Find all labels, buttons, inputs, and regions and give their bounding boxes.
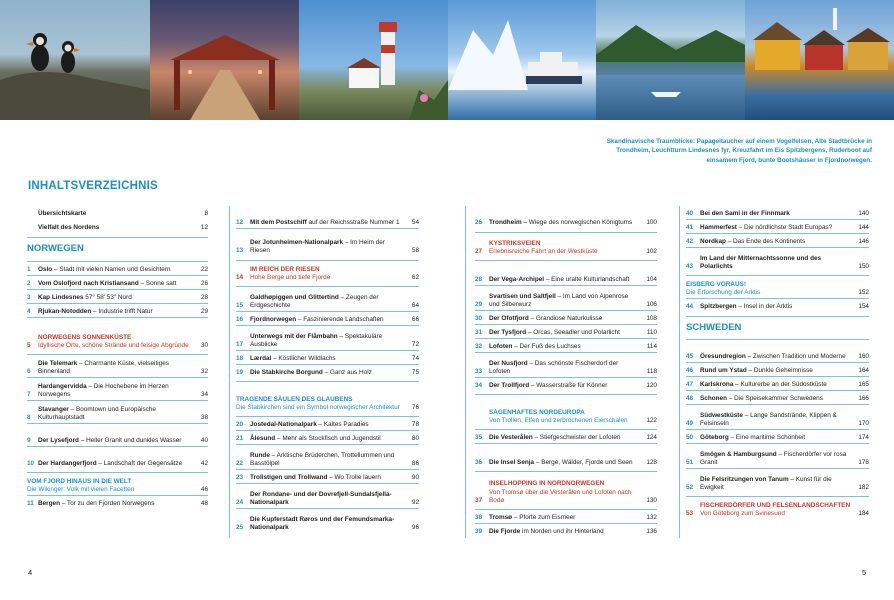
photo-caption: Skandinavische Traumblicke: Papageitaucher auf einem Vogelfelsen, Alte Stadtbrücke in Trondheim, Leuchtturm Lindesnes fyr, Kreuzfahrt im Eis Spitzbergens, Ruderboot auf einsamem Fjord, bunte Bootshäuser in Fjordnorwegen.: [606, 138, 872, 164]
toc-entry[interactable]: 1 Oslo – Stadt mit vielen Namen und Gesichtern 22: [27, 266, 208, 274]
page-number: 170: [858, 420, 869, 428]
page-number: 110: [646, 329, 657, 337]
toc-entry[interactable]: 44 Spitzbergen – Insel in der Arktis 154: [686, 303, 869, 311]
toc-feature-entry[interactable]: 53 FISCHERDÖRFER UND FELSENLANDSCHAFTEN Von Göteborg zum Svinesund 184: [686, 501, 869, 518]
toc-entry[interactable]: 49 Südwestküste – Lange Sandstrände, Klippen & Felsinseln 170: [686, 411, 869, 428]
page-number: 165: [858, 381, 869, 389]
page-number: 184: [858, 510, 869, 518]
page-number: 174: [858, 434, 869, 442]
page-number: 132: [646, 514, 657, 522]
toc-entry[interactable]: 31 Der Tysfjord – Orcas, Seeadler und Polarlicht 110: [475, 329, 657, 337]
toc-column-4: [686, 206, 869, 519]
toc-entry[interactable]: 4 Rjukan-Notodden – Industrie trifft Natur 29: [27, 308, 208, 316]
page-number: 124: [646, 434, 657, 442]
toc-feature-entry[interactable]: 5 NORWEGENS SONNENKÜSTE Idyllische Orte, schöne Strände und felsige Abgründe 30: [27, 333, 208, 350]
page-number: 160: [858, 353, 869, 361]
page-number: 54: [411, 219, 419, 227]
page-number: 42: [200, 460, 208, 468]
page-number: 120: [646, 382, 657, 390]
toc-entry[interactable]: 22 Runde – Arktische Brüderchen, Trottellummen und Basstölpel 86: [236, 451, 419, 468]
toc-entry[interactable]: 20 Jostedal-Nationalpark – Kaltes Paradies 78: [236, 421, 419, 429]
section-heading-schweden: SCHWEDEN: [686, 322, 742, 333]
column-rule: [229, 206, 230, 538]
toc-column-1: [27, 206, 208, 509]
toc-entry[interactable]: 39 Die Fjorde im Norden und ihr Hinterland 136: [475, 528, 657, 536]
toc-entry[interactable]: 3 Kap Lindesnes 57° 58′ 53″ Nord 28: [27, 294, 208, 302]
page-number: 106: [646, 301, 657, 309]
toc-entry[interactable]: 17 Unterwegs mit der Flåmbahn – Spektakuläre Ausblicke 72: [236, 332, 419, 349]
toc-entry[interactable]: 42 Nordkap – Das Ende des Kontinents 146: [686, 238, 869, 246]
page-number: 12: [200, 224, 208, 232]
page-number: 100: [646, 219, 657, 227]
toc-entry[interactable]: 21 Ålesund – Mehr als Stockfisch und Jugendstil 80: [236, 435, 419, 443]
toc-entry[interactable]: 38 Tromsø – Pforte zum Eismeer 132: [475, 514, 657, 522]
page-number: 46: [200, 486, 208, 494]
toc-entry[interactable]: 9 Der Lysefjord – Heller Granit und dunkles Wasser 40: [27, 437, 208, 445]
toc-entry[interactable]: 10 Der Hardangerfjord – Landschaft der Gegensätze 42: [27, 460, 208, 468]
photo-puffins: [0, 0, 150, 120]
page-number: 72: [411, 341, 419, 349]
toc-entry[interactable]: 28 Der Vega-Archipel – Eine uralte Kulturlandschaft 104: [475, 276, 657, 284]
toc-entry[interactable]: 8 Stavanger – Boomtown und Europäische Kulturhauptstadt 38: [27, 405, 208, 422]
page-number: 38: [200, 414, 208, 422]
page-number: 150: [858, 263, 869, 271]
toc-feature-entry[interactable]: 37 INSELHOPPING IN NORDNORWEGEN Von Tromsø über die Vesterålen und Lofoten nach Bodø 130: [475, 480, 657, 505]
toc-feature-entry[interactable]: EISBERG VORAUS! Die Erforschung der Arktis 152: [686, 280, 869, 297]
photo-old-town-bridge: [150, 0, 299, 120]
page-number-left: 4: [28, 568, 33, 577]
toc-entry[interactable]: 25 Die Kupferstadt Røros und der Femundsmarka-Nationalpark 96: [236, 515, 419, 532]
section-heading-norwegen: NORWEGEN: [27, 243, 84, 254]
photo-boathouses: [745, 0, 894, 120]
toc-entry[interactable]: 50 Göteborg – Eine maritime Schönheit 174: [686, 434, 869, 442]
toc-entry[interactable]: 36 Die Insel Senja – Berge, Wälder, Fjorde und Seen 128: [475, 459, 657, 467]
toc-entry[interactable]: 34 Der Trollfjord – Wasserstraße für Könner 120: [475, 382, 657, 390]
toc-entry[interactable]: 11 Bergen – Tor zu den Fjorden Norwegens 48: [27, 500, 208, 508]
toc-feature-entry[interactable]: VOM FJORD HINAUS IN DIE WELT Die Wikinger: Volk mit vielen Facetten 46: [27, 477, 208, 494]
toc-entry[interactable]: 24 Der Rondane- und der Dovrefjell-Sundalsfjella-Nationalpark 92: [236, 490, 419, 507]
toc-entry[interactable]: 41 Hammerfest – Die nördlichste Stadt Europas? 144: [686, 224, 869, 232]
photo-strip: [0, 0, 894, 120]
page-number: 164: [858, 367, 869, 375]
toc-title: INHALTSVERZEICHNIS: [28, 180, 158, 192]
page-number: 66: [411, 316, 419, 324]
toc-column-2: [236, 206, 419, 533]
photo-ice-cruise: [448, 0, 596, 120]
page-number: 78: [411, 421, 419, 429]
toc-entry[interactable]: 19 Die Stabkirche Borgund – Ganz aus Holz 75: [236, 369, 419, 377]
toc-feature-entry[interactable]: 14 IM REICH DER RIESEN Hohe Berge und tiefe Fjorde 62: [236, 265, 419, 282]
toc-entry[interactable]: 33 Der Nusfjord – Das schönste Fischerdorf der Lofoten 118: [475, 359, 657, 376]
toc-entry[interactable]: 16 Fjordnorwegen – Faszinierende Landschaften 66: [236, 316, 419, 324]
page-number: 104: [646, 276, 657, 284]
page-number: 108: [646, 315, 657, 323]
toc-entry[interactable]: 32 Lofoten – Der Fuß des Luchses 114: [475, 343, 657, 351]
column-rule: [465, 206, 466, 538]
page-number: 118: [646, 368, 657, 376]
toc-entry[interactable]: 26 Trondheim – Wiege des norwegischen Königtums 100: [475, 219, 657, 227]
page-number: 86: [411, 460, 419, 468]
page-number: 58: [411, 247, 419, 255]
toc-entry[interactable]: 15 Galdhøpiggen und Glittertind – Zeugen der Erdgeschichte 64: [236, 293, 419, 310]
page-number: 80: [411, 435, 419, 443]
page-number: 96: [411, 524, 419, 532]
toc-entry[interactable]: 46 Rund um Ystad – Dunkle Geheimnisse 164: [686, 367, 869, 375]
page-number: 182: [858, 484, 869, 492]
page-number: 130: [646, 497, 657, 505]
toc-entry[interactable]: Vielfalt des Nordens 12: [38, 224, 208, 232]
page-number: 62: [411, 274, 419, 282]
toc-entry[interactable]: 7 Hardangervidda – Die Hochebene im Herzen Norwegens 34: [27, 382, 208, 399]
page-number: 28: [200, 294, 208, 302]
page-number: 34: [200, 391, 208, 399]
page-number: 102: [646, 248, 657, 256]
page-number: 178: [858, 459, 869, 467]
page-number: 90: [411, 474, 419, 482]
photo-lighthouse: [299, 0, 448, 120]
toc-entry[interactable]: 23 Trollstigen und Trollwand – Wo Trolle lauern 90: [236, 474, 419, 482]
page-number-right: 5: [862, 568, 867, 577]
toc-entry[interactable]: 29 Svartisen und Saltfjell – Im Land von Alpenrose und Silberwurz 106: [475, 292, 657, 309]
page-number: 8: [204, 210, 208, 218]
toc-entry[interactable]: 12 Mit dem Postschiff auf der Reichsstraße Nummer 1 54: [236, 219, 419, 227]
page-number: 32: [200, 368, 208, 376]
toc-feature-entry[interactable]: SAGENHAFTES NORDEUROPA Von Trollen, Elfen und zerbrochenen Eierschalen 122: [489, 408, 657, 425]
page-number: 92: [411, 499, 419, 507]
toc-entry[interactable]: 13 Der Jotunheimen-Nationalpark – Im Heim der Riesen 58: [236, 238, 419, 255]
column-rule: [679, 206, 680, 538]
page-number: 76: [411, 404, 419, 412]
toc-entry[interactable]: 45 Öresundregion – Zwischen Tradition und Moderne 160: [686, 353, 869, 361]
page-number: 26: [200, 280, 208, 288]
page-number: 30: [200, 342, 208, 350]
toc-feature-entry[interactable]: 27 KYSTRIKSVEIEN Erlebnisreiche Fahrt an der Westküste 102: [475, 239, 657, 256]
toc-entry[interactable]: 52 Die Felsritzungen von Tanum – Kunst für die Ewigkeit 182: [686, 475, 869, 492]
page-number: 29: [200, 308, 208, 316]
toc-entry[interactable]: 2 Vom Oslofjord nach Kristiansand – Sonne satt 26: [27, 280, 208, 288]
page-number: 154: [858, 303, 869, 311]
photo-rowing-boat-fjord: [596, 0, 745, 120]
page-number: 75: [411, 369, 419, 377]
page-number: 74: [411, 355, 419, 363]
toc-entry[interactable]: 40 Bei den Sami in der Finnmark 140: [686, 210, 869, 218]
toc-entry[interactable]: Übersichtskarte 8: [38, 210, 208, 218]
page-number: 140: [858, 210, 869, 218]
toc-column-3: [475, 206, 657, 537]
toc-entry[interactable]: 48 Schonen – Die Speisekammer Schwedens 166: [686, 395, 869, 403]
page-number: 166: [858, 395, 869, 403]
toc-entry[interactable]: 6 Die Telemark – Charmante Küste, vielseitiges Binnenland 32: [27, 359, 208, 376]
page-number: 64: [411, 302, 419, 310]
toc-entry[interactable]: 30 Der Ofotfjord – Grandiose Naturkulisse 108: [475, 315, 657, 323]
toc-entry[interactable]: 47 Karlskrona – Kulturerbe an der Südostküste 165: [686, 381, 869, 389]
toc-entry[interactable]: 51 Smögen & Hamburgsund – Fischerdörfer vor rosa Granit 178: [686, 450, 869, 467]
page-number: 114: [646, 343, 657, 351]
toc-entry[interactable]: 35 Die Vesterålen – Stiefgeschwister der Lofoten 124: [475, 434, 657, 442]
page-number: 48: [200, 500, 208, 508]
page-number: 40: [200, 437, 208, 445]
toc-entry[interactable]: 18 Lærdal – Köstlicher Wildlachs 74: [236, 355, 419, 363]
page-number: 146: [858, 238, 869, 246]
page-number: 128: [646, 459, 657, 467]
toc-entry[interactable]: 43 Im Land der Mitternachtssonne und des Polarlichts 150: [686, 254, 869, 271]
page-number: 152: [858, 289, 869, 297]
toc-feature-entry[interactable]: TRAGENDE SÄULEN DES GLAUBENS Die Stabkirchen sind ein Symbol norwegischer Architektur 76: [236, 395, 419, 412]
page-number: 22: [200, 266, 208, 274]
page-number: 122: [646, 417, 657, 425]
page-number: 136: [646, 528, 657, 536]
page-number: 144: [858, 224, 869, 232]
